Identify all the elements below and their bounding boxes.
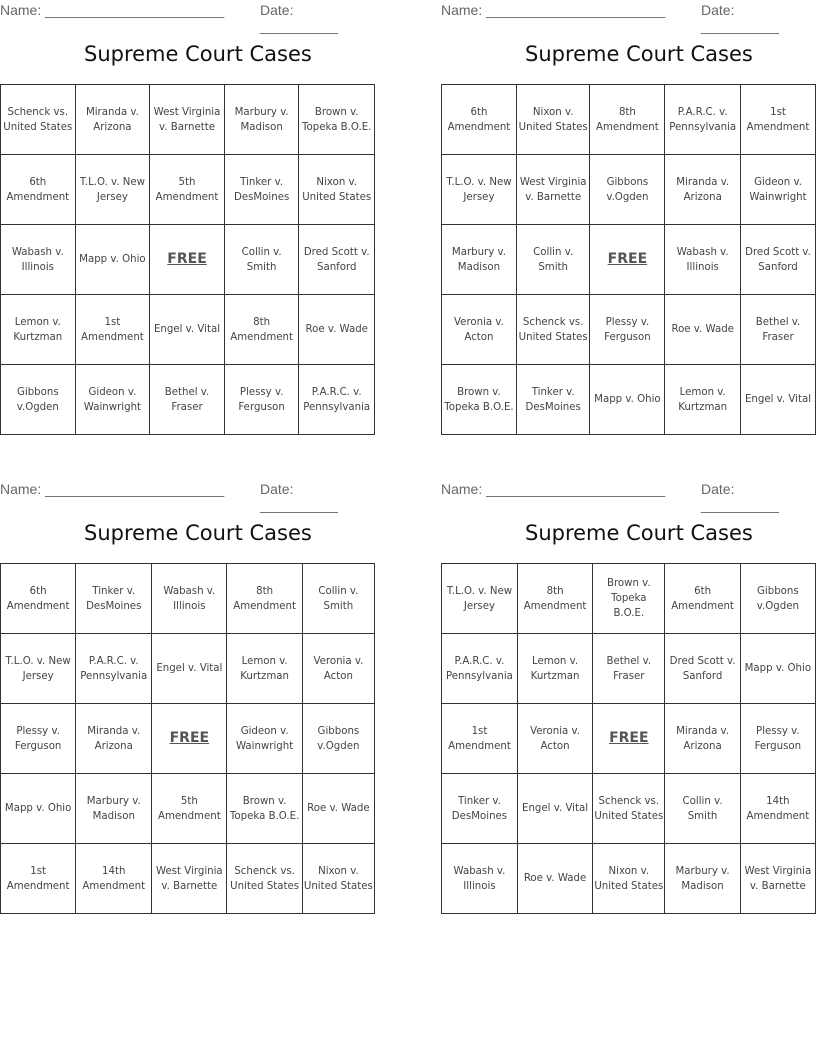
bingo-cell: Bethel v. Fraser (741, 295, 816, 365)
bingo-cell: Dred Scott v. Sanford (741, 225, 816, 295)
bingo-cell: Schenck vs. United States (516, 295, 590, 365)
bingo-cell: Miranda v. Arizona (665, 704, 740, 774)
bingo-cell: 8th Amendment (590, 85, 665, 155)
bingo-cell: Gideon v. Wainwright (741, 155, 816, 225)
name-date-row (0, 0, 375, 34)
grid-row (1, 564, 375, 634)
bingo-cell: Nixon v. United States (302, 844, 374, 914)
name-date-row (441, 479, 816, 513)
date-line: Date: __________ (260, 481, 338, 513)
bingo-cell: Bethel v. Fraser (593, 634, 665, 704)
bingo-cell: Collin v. Smith (302, 564, 374, 634)
bingo-cell: Engel v. Vital (517, 774, 592, 844)
bingo-card-4 (441, 479, 816, 892)
bingo-cell: 5th Amendment (150, 155, 225, 225)
bingo-cell: Lemon v. Kurtzman (1, 295, 76, 365)
bingo-cell: T.L.O. v. New Jersey (442, 155, 517, 225)
bingo-cell: Tinker v. DesMoines (516, 365, 590, 435)
bingo-cell: Brown v. Topeka B.O.E. (593, 564, 665, 634)
bingo-cell: P.A.R.C. v. Pennsylvania (665, 85, 741, 155)
bingo-cell: Marbury v. Madison (224, 85, 299, 155)
bingo-card-2 (441, 0, 816, 413)
bingo-cell: Roe v. Wade (665, 295, 741, 365)
card-title: Supreme Court Cases (84, 42, 312, 66)
bingo-card-1 (0, 0, 375, 413)
bingo-cell: Wabash v. Illinois (442, 844, 518, 914)
bingo-cell: Gibbons v.Ogden (590, 155, 665, 225)
name-line: Name: _______________________ (441, 2, 666, 18)
bingo-cell: Miranda v. Arizona (665, 155, 741, 225)
grid-row (1, 704, 375, 774)
bingo-cell: Engel v. Vital (152, 634, 227, 704)
bingo-cell: 6th Amendment (1, 155, 76, 225)
grid-row (1, 155, 375, 225)
name-date-row (441, 0, 816, 34)
bingo-grid (441, 84, 816, 435)
grid-row (1, 85, 375, 155)
free-space: FREE (152, 704, 227, 774)
name-line: Name: _______________________ (441, 481, 666, 497)
bingo-cell: 8th Amendment (227, 564, 302, 634)
bingo-cell: Engel v. Vital (741, 365, 816, 435)
bingo-cell: P.A.R.C. v. Pennsylvania (442, 634, 518, 704)
bingo-cell: 6th Amendment (665, 564, 740, 634)
grid-row (442, 564, 816, 634)
grid-row (1, 295, 375, 365)
bingo-cell: Plessy v. Ferguson (1, 704, 76, 774)
bingo-cell: Dred Scott v. Sanford (299, 225, 375, 295)
date-line: Date: __________ (260, 2, 338, 34)
bingo-cell: 14th Amendment (76, 844, 152, 914)
bingo-cell: Lemon v. Kurtzman (227, 634, 302, 704)
bingo-cell: Mapp v. Ohio (75, 225, 150, 295)
bingo-cell: Wabash v. Illinois (1, 225, 76, 295)
bingo-cell: Mapp v. Ohio (740, 634, 815, 704)
bingo-cell: 5th Amendment (152, 774, 227, 844)
bingo-cell: Gibbons v.Ogden (1, 365, 76, 435)
bingo-cell: Roe v. Wade (302, 774, 374, 844)
bingo-cell: West Virginia v. Barnette (516, 155, 590, 225)
bingo-cell: T.L.O. v. New Jersey (75, 155, 150, 225)
bingo-cell: 1st Amendment (442, 704, 518, 774)
bingo-cell: Marbury v. Madison (76, 774, 152, 844)
bingo-cell: Tinker v. DesMoines (224, 155, 299, 225)
bingo-cell: West Virginia v. Barnette (740, 844, 815, 914)
grid-row (442, 634, 816, 704)
free-space: FREE (150, 225, 225, 295)
bingo-grid (0, 84, 375, 435)
bingo-cell: Collin v. Smith (516, 225, 590, 295)
bingo-cell: Gibbons v.Ogden (740, 564, 815, 634)
bingo-cell: Schenck vs. United States (227, 844, 302, 914)
bingo-cell: Lemon v. Kurtzman (517, 634, 592, 704)
bingo-cell: 8th Amendment (224, 295, 299, 365)
date-line: Date: __________ (701, 481, 779, 513)
bingo-cell: Gibbons v.Ogden (302, 704, 374, 774)
bingo-cell: Wabash v. Illinois (665, 225, 741, 295)
bingo-cell: 1st Amendment (741, 85, 816, 155)
bingo-cell: 1st Amendment (1, 844, 76, 914)
bingo-cell: West Virginia v. Barnette (150, 85, 225, 155)
grid-row (442, 704, 816, 774)
bingo-cell: Mapp v. Ohio (590, 365, 665, 435)
bingo-cell: Veronia v. Acton (302, 634, 374, 704)
bingo-cell: Veronia v. Acton (517, 704, 592, 774)
grid-row (1, 365, 375, 435)
bingo-cell: Roe v. Wade (299, 295, 375, 365)
bingo-cell: Gideon v. Wainwright (227, 704, 302, 774)
bingo-grid (0, 563, 375, 914)
grid-row (442, 225, 816, 295)
bingo-grid (441, 563, 816, 914)
free-space: FREE (590, 225, 665, 295)
bingo-cell: Lemon v. Kurtzman (665, 365, 741, 435)
bingo-cell: Marbury v. Madison (442, 225, 517, 295)
bingo-cell: T.L.O. v. New Jersey (1, 634, 76, 704)
card-title: Supreme Court Cases (525, 521, 753, 545)
bingo-cell: Miranda v. Arizona (75, 85, 150, 155)
bingo-cell: Plessy v. Ferguson (740, 704, 815, 774)
bingo-cell: Dred Scott v. Sanford (665, 634, 740, 704)
bingo-cell: 6th Amendment (1, 564, 76, 634)
grid-row (442, 365, 816, 435)
grid-row (442, 85, 816, 155)
bingo-cell: 8th Amendment (517, 564, 592, 634)
grid-row (1, 844, 375, 914)
grid-row (442, 295, 816, 365)
bingo-cell: P.A.R.C. v. Pennsylvania (299, 365, 375, 435)
name-date-row (0, 479, 375, 513)
bingo-cell: Plessy v. Ferguson (224, 365, 299, 435)
bingo-cell: Nixon v. United States (516, 85, 590, 155)
card-title: Supreme Court Cases (84, 521, 312, 545)
bingo-card-3 (0, 479, 375, 892)
grid-row (1, 225, 375, 295)
bingo-cell: Roe v. Wade (517, 844, 592, 914)
grid-row (1, 634, 375, 704)
bingo-cell: Brown v. Topeka B.O.E. (442, 365, 517, 435)
bingo-cell: 6th Amendment (442, 85, 517, 155)
grid-row (442, 774, 816, 844)
bingo-cell: T.L.O. v. New Jersey (442, 564, 518, 634)
name-line: Name: _______________________ (0, 481, 225, 497)
bingo-cell: Engel v. Vital (150, 295, 225, 365)
bingo-cell: Marbury v. Madison (665, 844, 740, 914)
grid-row (1, 774, 375, 844)
bingo-cell: Miranda v. Arizona (76, 704, 152, 774)
bingo-cell: Collin v. Smith (665, 774, 740, 844)
bingo-cell: Veronia v. Acton (442, 295, 517, 365)
grid-row (442, 844, 816, 914)
bingo-cell: Collin v. Smith (224, 225, 299, 295)
bingo-cell: Schenck vs. United States (1, 85, 76, 155)
bingo-cell: Nixon v. United States (299, 155, 375, 225)
bingo-cell: Nixon v. United States (593, 844, 665, 914)
card-title: Supreme Court Cases (525, 42, 753, 66)
bingo-cell: Wabash v. Illinois (152, 564, 227, 634)
bingo-cell: Tinker v. DesMoines (442, 774, 518, 844)
bingo-cell: 14th Amendment (740, 774, 815, 844)
bingo-cell: P.A.R.C. v. Pennsylvania (76, 634, 152, 704)
bingo-cell: Mapp v. Ohio (1, 774, 76, 844)
bingo-cell: Bethel v. Fraser (150, 365, 225, 435)
bingo-cell: Tinker v. DesMoines (76, 564, 152, 634)
bingo-cell: Gideon v. Wainwright (75, 365, 150, 435)
bingo-cell: Brown v. Topeka B.O.E. (299, 85, 375, 155)
bingo-cell: Schenck vs. United States (593, 774, 665, 844)
bingo-cell: 1st Amendment (75, 295, 150, 365)
grid-row (442, 155, 816, 225)
name-line: Name: _______________________ (0, 2, 225, 18)
bingo-cell: Plessy v. Ferguson (590, 295, 665, 365)
free-space: FREE (593, 704, 665, 774)
bingo-cell: West Virginia v. Barnette (152, 844, 227, 914)
bingo-cell: Brown v. Topeka B.O.E. (227, 774, 302, 844)
date-line: Date: __________ (701, 2, 779, 34)
